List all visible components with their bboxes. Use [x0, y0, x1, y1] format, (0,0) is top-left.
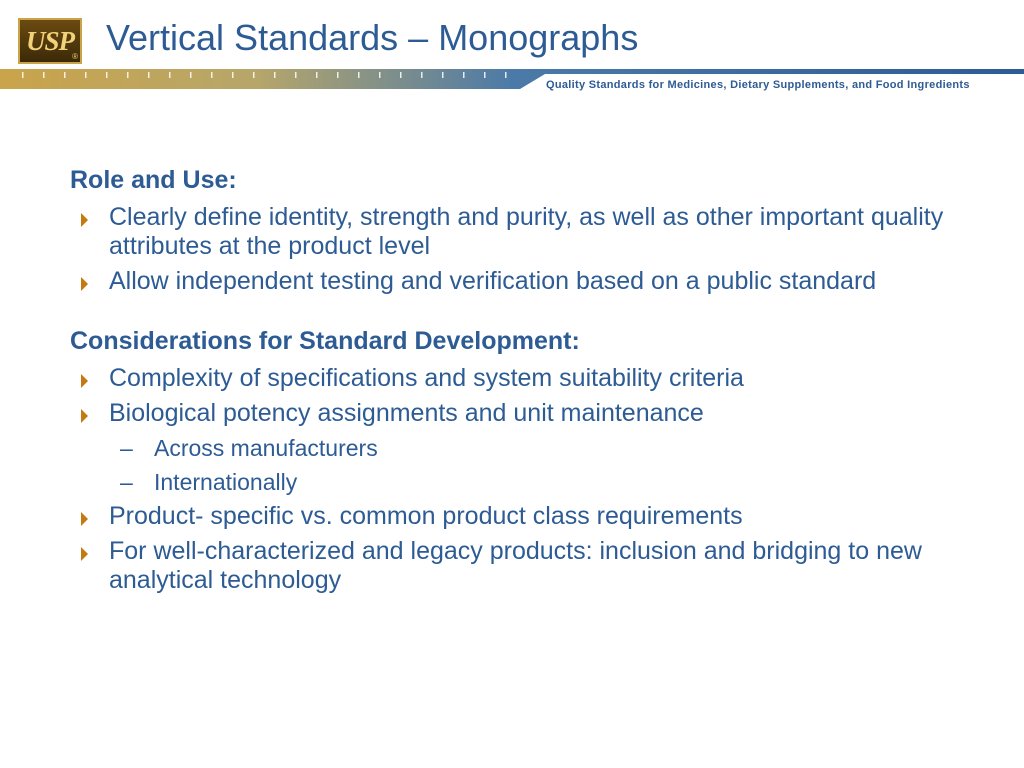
dash-icon: –	[120, 469, 133, 495]
sub-bullet-text: Internationally	[154, 469, 298, 495]
bullet-arrow-icon	[81, 512, 88, 526]
bullet-item	[70, 502, 970, 531]
sub-bullet-text: Across manufacturers	[154, 435, 378, 461]
bullet-text: Complexity of specifications and system suitability criteria	[109, 364, 744, 392]
usp-logo	[18, 18, 82, 64]
section-heading-role: Role and Use:	[70, 166, 237, 194]
bullet-text: For well-characterized and legacy products: inclusion and bridging to new analytical technology	[109, 537, 922, 594]
logo-registered-mark: ®	[72, 52, 78, 61]
dash-icon: –	[120, 435, 133, 461]
bullet-text: Clearly define identity, strength and purity, as well as other important quality attributes at the product level	[109, 203, 944, 260]
bullet-text: Product- specific vs. common product class requirements	[109, 502, 743, 530]
bullet-text: Biological potency assignments and unit maintenance	[109, 399, 704, 427]
page-title: Vertical Standards – Monographs	[106, 17, 639, 58]
bullet-item	[70, 364, 970, 393]
bullet-item	[70, 537, 970, 595]
bullet-item	[70, 203, 970, 261]
sub-bullet-item	[70, 434, 970, 462]
bullet-arrow-icon	[81, 547, 88, 561]
logo-text: USP	[25, 26, 74, 56]
sub-bullet-item	[70, 468, 970, 496]
bullet-arrow-icon	[81, 374, 88, 388]
bullet-arrow-icon	[81, 409, 88, 423]
bullet-item	[70, 399, 970, 428]
tagline: Quality Standards for Medicines, Dietary Supplements, and Food Ingredients	[546, 79, 970, 91]
bullet-item	[70, 267, 970, 296]
bullet-arrow-icon	[81, 277, 88, 291]
bullet-arrow-icon	[81, 213, 88, 227]
section-heading-considerations: Considerations for Standard Development:	[70, 327, 580, 355]
bullet-text: Allow independent testing and verification based on a public standard	[109, 267, 877, 295]
slide-content	[70, 163, 970, 595]
